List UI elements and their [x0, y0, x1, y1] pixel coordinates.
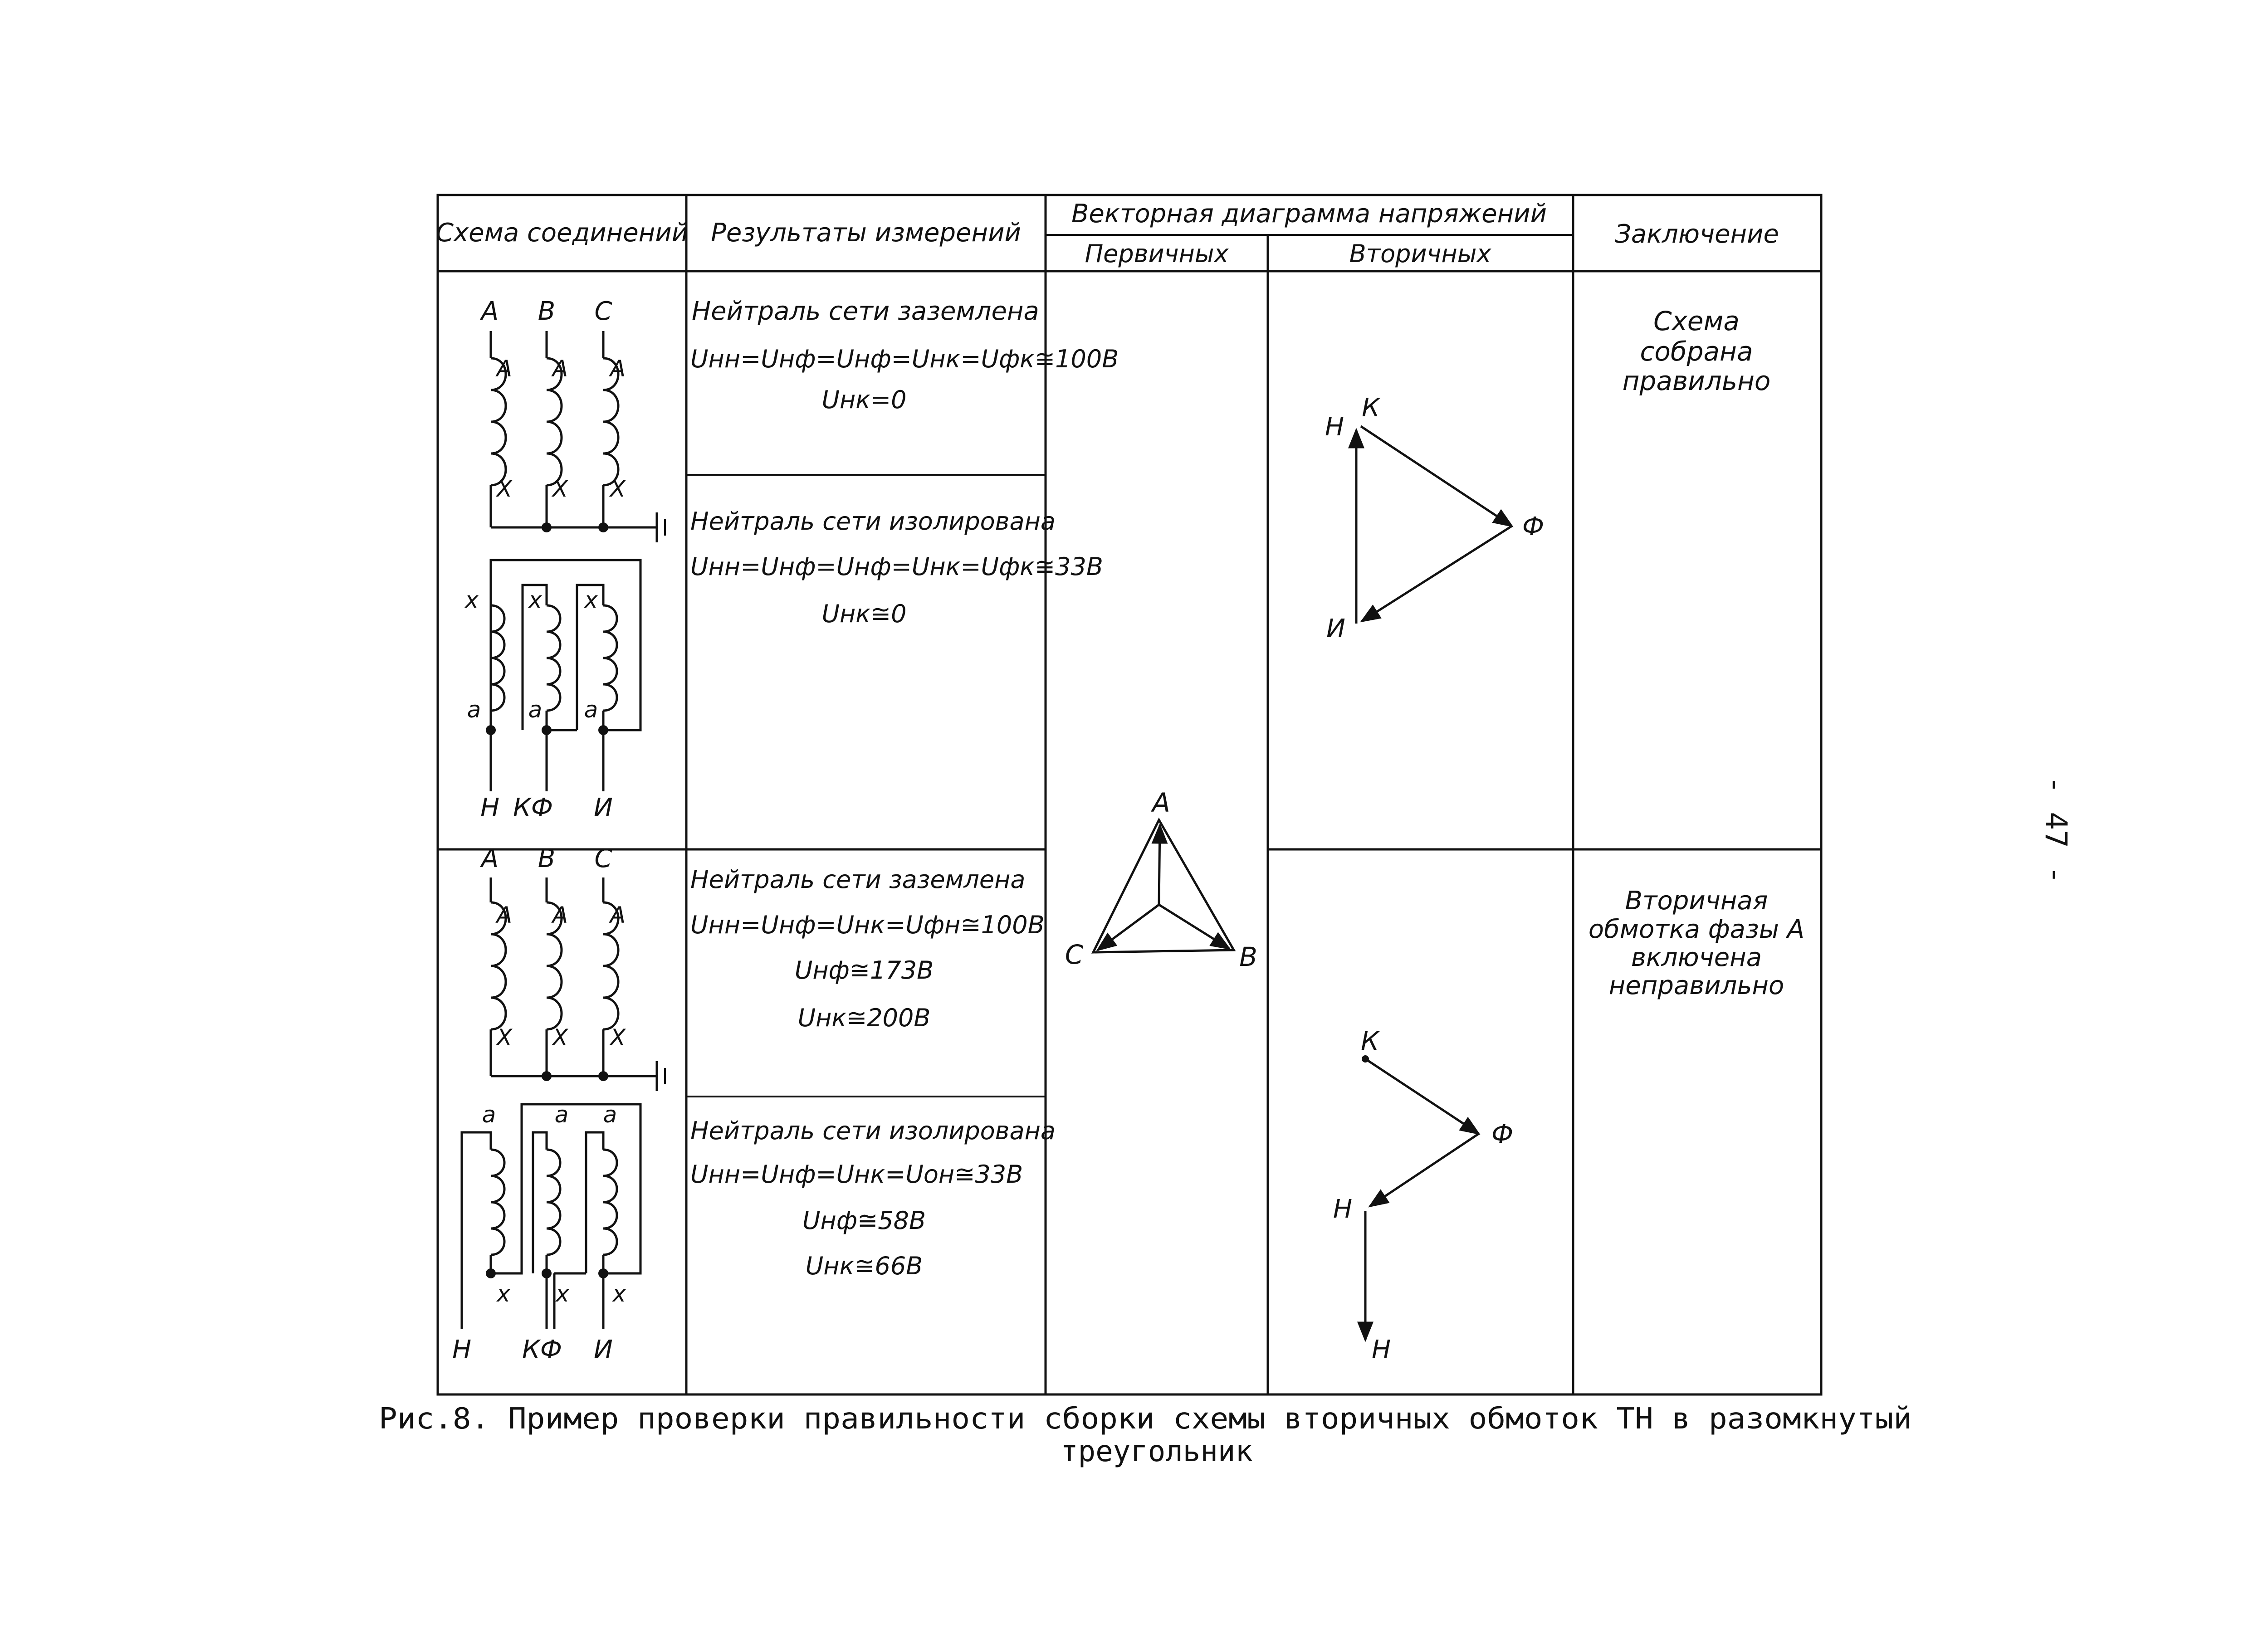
row2-result1-formula2: Uнф≅173В [794, 956, 934, 985]
row2-result2-formula: Uнн=Uнф=Uнк=Uон≅33В [690, 1160, 1023, 1189]
scheme1-coil-b-start: А [552, 356, 568, 382]
scheme1-coil-a-end: Х [496, 476, 513, 502]
row1-results [690, 297, 1119, 628]
row1-result2-title: Нейтраль сети изолирована [690, 507, 1056, 536]
page-number: - 47 - [2038, 775, 2073, 884]
scheme1-coil-c-end: Х [610, 476, 626, 502]
row2-conclusion [1589, 886, 1804, 1000]
scheme1-coil-b-end: Х [552, 476, 568, 502]
conclusion1-line3: правильно [1622, 366, 1771, 396]
header-vector: Векторная диаграмма напряжений [1071, 199, 1547, 229]
scheme1-sec-b-end: а [528, 697, 543, 723]
scheme2-sec-a-start: а [482, 1102, 496, 1128]
scheme1-terminal-kf: КФ [513, 793, 553, 823]
caption-line2: треугольник [1061, 1435, 1253, 1468]
scheme2-coil-a-end: Х [496, 1024, 513, 1051]
scheme2-phase-a: А [481, 844, 499, 873]
conclusion1-line2: собрана [1640, 336, 1753, 367]
scheme2-phase-b: В [538, 844, 556, 873]
scheme2-terminal-i: И [594, 1335, 613, 1365]
scheme1-sec-c-end: а [584, 697, 598, 723]
scheme2-terminal-n: Н [452, 1335, 472, 1365]
scheme2-terminal-kf: КФ [522, 1335, 562, 1365]
row2-result2-title: Нейтраль сети изолирована [690, 1116, 1056, 1145]
conclusion2-line3: включена [1631, 943, 1762, 972]
scheme1-phase-c: С [594, 297, 612, 326]
row1-result2-formula: Uнн=Uнф=Uнф=Uнк=Uфк≅33В [690, 552, 1103, 581]
scheme1-coil-c-start: А [610, 356, 626, 382]
row2-results [690, 865, 1056, 1280]
table-grid [435, 195, 1821, 1394]
scheme2-sec-a-end: х [497, 1281, 510, 1307]
scheme2-coil-b-start: А [552, 902, 568, 928]
scheme2-sec-b-start: а [554, 1102, 569, 1128]
row2-result1-formula: Uнн=Uнф=Uнк=Uфн≅100В [690, 911, 1045, 939]
header-primary: Первичных [1085, 239, 1229, 268]
scheme1-phase-a: А [481, 297, 499, 326]
conclusion2-line4: неправильно [1608, 971, 1784, 1000]
row1-result1-formula: Uнн=Uнф=Uнф=Uнк=Uфк≅100В [690, 345, 1119, 373]
scheme1-sec-c-start: х [584, 587, 598, 613]
vec2-label-k: К [1361, 1027, 1379, 1056]
row2-result2-formula3: Uнк≅66В [805, 1252, 923, 1280]
scheme2-coil-b-end: Х [552, 1024, 568, 1051]
scheme1-terminal-n: Н [480, 793, 500, 823]
vector-label-c: С [1065, 939, 1084, 970]
vec1-label-n: Н [1325, 412, 1344, 442]
scheme-row1 [464, 297, 665, 823]
scheme2-sec-c-start: а [603, 1102, 617, 1128]
scheme2-coil-a-start: А [496, 902, 513, 928]
vec2-label-f: Ф [1491, 1120, 1514, 1149]
secondary-vector-diagram-2 [1333, 1027, 1513, 1365]
row2-result1-formula3: Uнк≅200В [797, 1004, 931, 1032]
vec2-label-n-mid: Н [1333, 1194, 1353, 1224]
caption-line1: Рис.8. Пример проверки правильности сборки схемы вторичных обмоток ТН в разомкнутый [379, 1402, 1912, 1436]
row2-result1-title: Нейтраль сети заземлена [690, 865, 1026, 894]
header-conclusion: Заключение [1615, 219, 1779, 249]
primary-vector-diagram [1065, 787, 1257, 972]
secondary-vector-diagram-1 [1325, 393, 1544, 643]
vector-label-b: В [1239, 941, 1257, 972]
figure-caption [379, 1402, 1912, 1468]
conclusion1-line1: Схема [1653, 306, 1740, 336]
header-results: Результаты измерений [711, 218, 1021, 248]
scheme2-phase-c: С [594, 844, 612, 873]
scheme1-coil-a-start: А [496, 356, 513, 382]
conclusion2-line2: обмотка фазы А [1588, 915, 1805, 944]
header-scheme: Схема соединений [435, 218, 689, 248]
scheme1-phase-b: В [538, 297, 556, 326]
vec1-label-i: И [1326, 614, 1345, 643]
vec1-label-k: К [1362, 393, 1380, 423]
row1-conclusion [1623, 306, 1771, 396]
scheme2-sec-b-end: х [556, 1281, 569, 1307]
row1-result1-formula2: Uнк=0 [821, 385, 907, 414]
scheme2-coil-c-end: Х [610, 1024, 626, 1051]
vec1-label-f: Ф [1522, 512, 1545, 541]
scheme1-sec-a-start: х [465, 587, 479, 613]
row2-result2-formula2: Uнф≅58В [802, 1206, 926, 1235]
scheme1-sec-a-end: а [467, 697, 481, 723]
scheme2-coil-c-start: А [610, 902, 626, 928]
table-header [436, 199, 1779, 268]
scheme2-sec-c-end: х [612, 1281, 626, 1307]
conclusion2-line1: Вторичная [1625, 886, 1768, 916]
row1-result1-title: Нейтраль сети заземлена [692, 297, 1039, 326]
scheme1-terminal-i: И [594, 793, 613, 823]
row1-result2-formula2: Uнк≅0 [821, 600, 907, 628]
vec2-label-n-bottom: Н [1371, 1335, 1391, 1365]
scheme1-sec-b-start: х [528, 587, 542, 613]
header-secondary: Вторичных [1349, 239, 1491, 268]
scheme-row2 [452, 844, 665, 1365]
vector-label-a: А [1152, 787, 1170, 818]
